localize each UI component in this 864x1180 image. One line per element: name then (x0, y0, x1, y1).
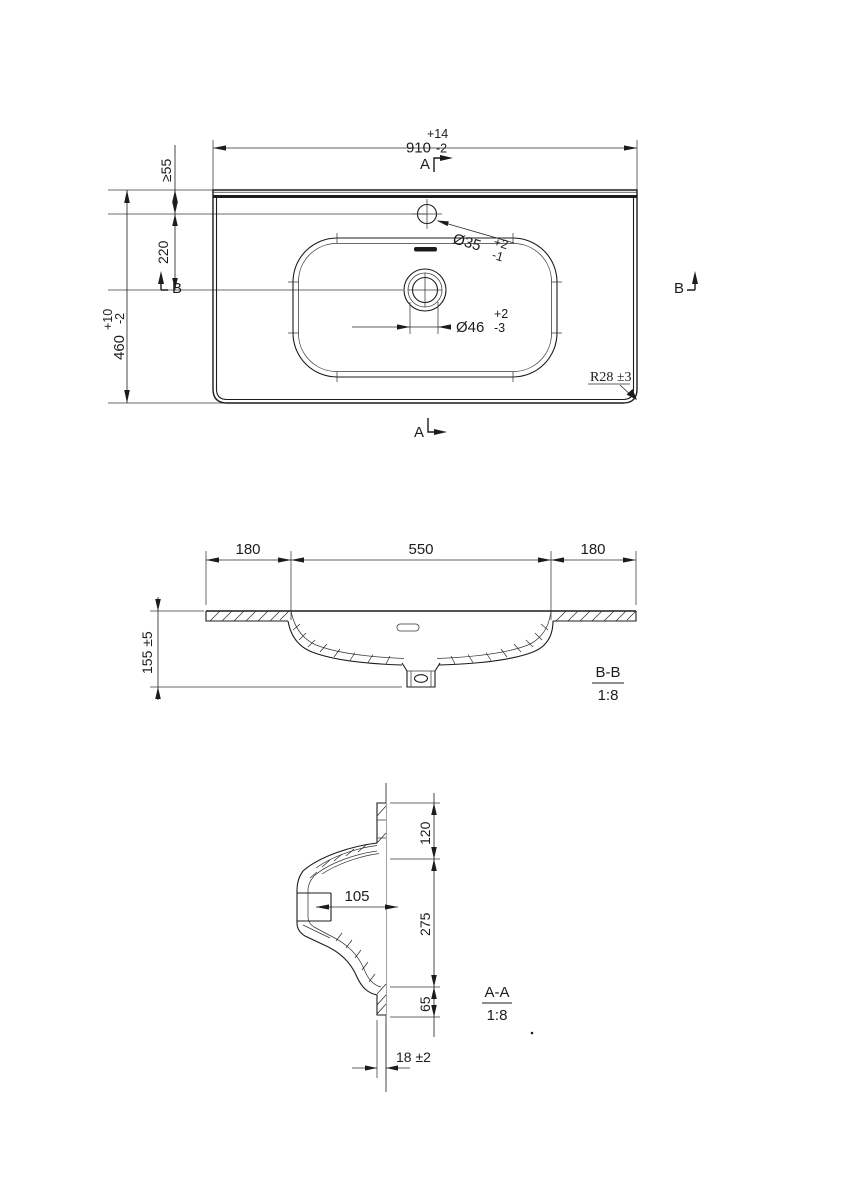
bowl-tangent-ticks (288, 230, 562, 382)
plan-view (101, 127, 698, 441)
edge-offset-dim: ≥55 (158, 158, 174, 182)
aa-thickness-dimension (352, 1020, 431, 1078)
drain-tol-plus: +2 (494, 307, 509, 321)
bowl-outline (293, 238, 557, 377)
section-a-label-2: A (413, 424, 424, 441)
stray-dot (531, 1032, 534, 1035)
width-dimension (213, 127, 637, 157)
faucet-hole (412, 199, 442, 229)
height-dimension (101, 190, 130, 403)
aa-view-label (482, 984, 512, 1024)
aa-right-dimensions (390, 793, 440, 1037)
width-tol-minus: -2 (436, 141, 448, 156)
section-arrow-icon (440, 155, 453, 161)
faucet-hole-tol-plus: +2 (492, 234, 510, 253)
offset-dimensions (155, 145, 178, 290)
section-marker-b-right (674, 271, 698, 297)
section-a-label: A (419, 156, 430, 173)
aa-scale: 1:8 (486, 1007, 508, 1024)
aa-thickness-dim: 18 ±2 (396, 1049, 431, 1065)
drain-tol-minus: -3 (494, 321, 506, 335)
section-marker-a-bottom (414, 418, 447, 441)
overflow-slot (414, 247, 437, 252)
faucet-hole-dim: Ø35 (450, 230, 483, 255)
corner-radius-callout (588, 370, 637, 400)
height-tol-minus: -2 (113, 312, 127, 324)
faucet-hole-callout (437, 221, 515, 265)
aa-bottom-dim: 65 (417, 996, 433, 1012)
bb-dimensions (206, 541, 636, 620)
drain-dimension (352, 302, 508, 336)
height-dim: 460 (111, 334, 128, 360)
bb-scale: 1:8 (597, 687, 619, 704)
section-b-label-2: B (674, 280, 685, 297)
drain-dim: Ø46 (456, 319, 485, 336)
section-aa-view (297, 783, 533, 1092)
section-arrow-icon (434, 429, 447, 435)
bb-depth-dimension (139, 597, 402, 700)
section-marker-b-left (158, 271, 182, 297)
bb-view-label (592, 664, 624, 704)
bb-center-dim: 550 (408, 541, 434, 558)
bb-right-dim: 180 (580, 541, 606, 558)
aa-drain-offset-dim: 105 (344, 888, 370, 905)
bb-label: B-B (595, 664, 621, 681)
bb-drain-fitting (402, 663, 440, 687)
bb-left-dim: 180 (235, 541, 261, 558)
aa-label: A-A (484, 984, 510, 1001)
section-arrow-icon (692, 271, 698, 284)
width-dim: 910 (405, 139, 431, 157)
hole-offset-dim: 220 (155, 240, 171, 264)
aa-middle-dim: 275 (417, 912, 433, 936)
bb-bowl-wall (288, 611, 553, 665)
section-arrow-icon (158, 271, 164, 284)
faucet-hole-tol-minus: -1 (490, 247, 505, 265)
bb-left-slab (206, 611, 289, 621)
corner-radius-label: R28 ±3 (590, 370, 632, 385)
bowl-outline-inner (299, 244, 552, 372)
section-bb-view (139, 541, 636, 704)
aa-top-dim: 120 (417, 821, 433, 845)
bb-right-slab (553, 611, 636, 621)
bb-overflow-slot (397, 624, 419, 631)
section-marker-a-top (420, 155, 453, 173)
bb-depth-dim: 155 ±5 (139, 631, 155, 674)
plan-extension-lines (108, 140, 637, 403)
aa-profile (297, 803, 386, 1015)
section-b-label: B (172, 280, 183, 297)
height-tol-plus: +10 (101, 308, 115, 330)
width-tol-plus: +14 (427, 127, 449, 141)
